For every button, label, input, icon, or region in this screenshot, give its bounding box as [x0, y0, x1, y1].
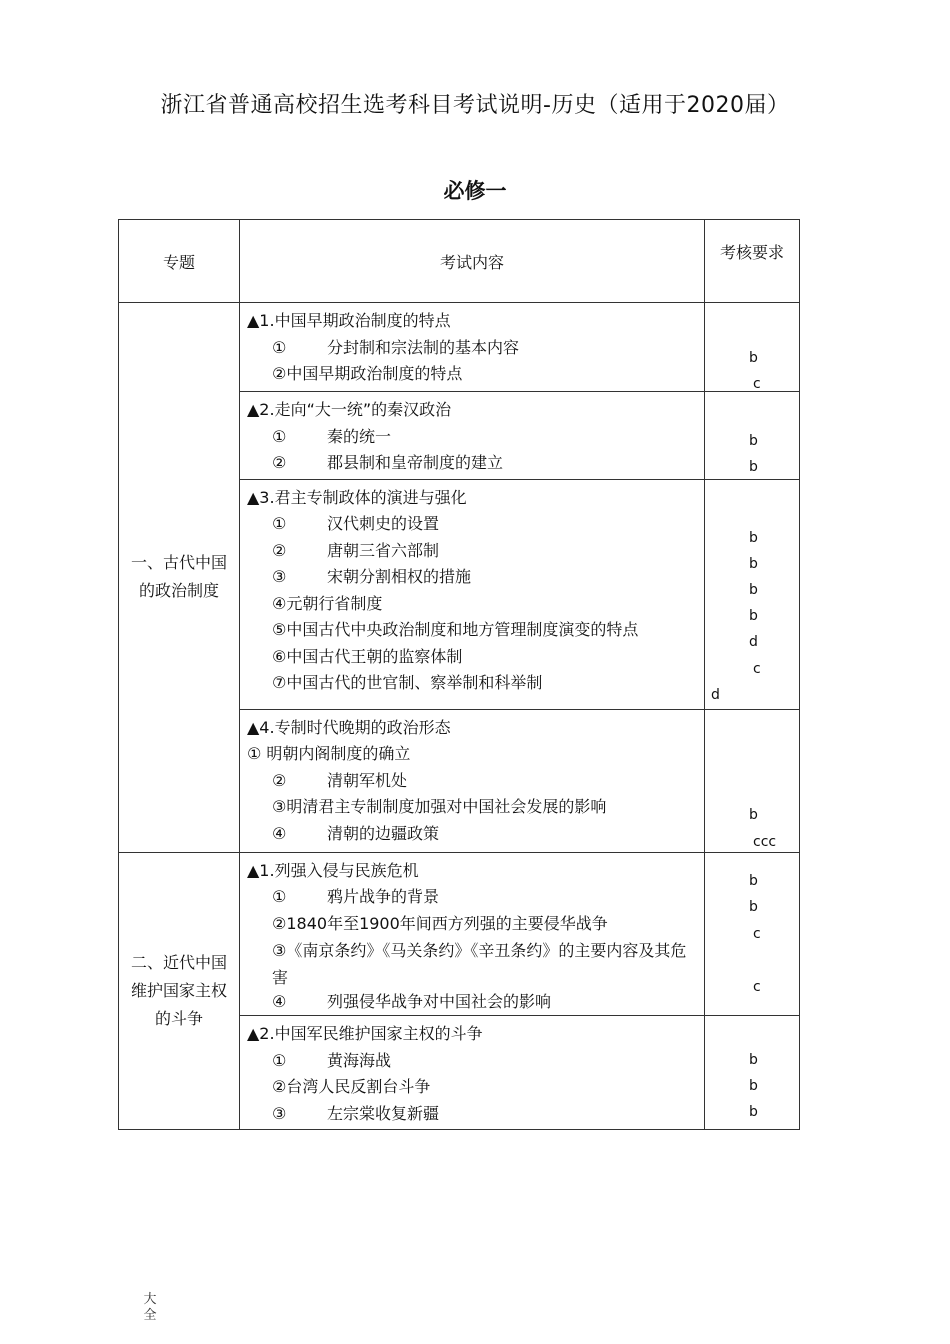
topic-title-line: 二、近代中国 [130, 952, 227, 972]
item-text: ③明清君主专制制度加强对中国社会发展的影响 [272, 797, 607, 816]
content-cell [240, 1016, 705, 1130]
section-title: 必修一 [443, 179, 507, 203]
list-item [247, 361, 698, 388]
list-item [247, 884, 698, 911]
list-item [247, 991, 698, 1013]
footer-char: 全 [143, 1308, 157, 1323]
requirement-value: b [749, 433, 758, 449]
item-number: ① [272, 1050, 287, 1070]
list-item [247, 1101, 698, 1128]
footer-watermark [142, 1292, 158, 1324]
requirement-value: c [753, 660, 761, 677]
item-number: ③ [272, 567, 287, 586]
requirement-value: b [749, 806, 758, 823]
item-text: 清朝的边疆政策 [327, 823, 440, 843]
unit-heading: ▲2.走向“大一统”的秦汉政治 [247, 400, 452, 419]
requirement-cell [705, 709, 800, 852]
header-content: 考试内容 [240, 220, 705, 303]
unit-heading: ▲2.中国军民维护国家主权的斗争 [247, 1024, 483, 1043]
requirement-value: b [749, 898, 758, 915]
unit-heading: ▲4.专制时代晚期的政治形态 [247, 717, 451, 737]
requirement-value: b [749, 555, 758, 572]
content-cell [240, 392, 705, 480]
item-text: ⑤中国古代中央政治制度和地方管理制度演变的特点 [272, 620, 639, 639]
requirement-value: d [749, 633, 758, 650]
document-title: 浙江省普通高校招生选考科目考试说明-历史（适用于2020届） [160, 93, 790, 118]
requirement-cell [705, 392, 800, 480]
item-number: ② [272, 540, 287, 560]
item-number: ④ [272, 823, 287, 843]
list-item [247, 911, 698, 938]
header-requirement: 考核要求 [705, 220, 800, 303]
topic-title-line: 的斗争 [154, 1008, 203, 1028]
list-item [247, 450, 698, 477]
item-number: ③ [272, 1103, 287, 1123]
topic-title-line: 维护国家主权 [130, 980, 227, 1000]
requirement-value: b [749, 607, 758, 624]
item-number: ① [272, 887, 287, 906]
requirement-value: b [749, 529, 758, 546]
topic-cell [119, 303, 240, 853]
requirement-value: c [753, 925, 761, 942]
list-item [247, 1074, 698, 1101]
requirement-value: b [749, 350, 758, 366]
unit-heading: ▲1.中国早期政治制度的特点 [247, 311, 451, 330]
item-number: ① [272, 426, 287, 446]
item-number: ② [272, 770, 287, 790]
topic-cell [119, 852, 240, 1130]
item-text: ②1840年至1900年间西方列强的主要侵华战争 [272, 913, 608, 933]
requirement-cell [705, 479, 800, 709]
requirement-cell [705, 1016, 800, 1130]
requirement-value: ccc [753, 833, 777, 850]
item-text: ③《南京条约》《马关条约》《辛丑条约》的主要内容及其危害 [272, 941, 687, 987]
item-text: 黄海海战 [327, 1050, 392, 1070]
table-row [119, 303, 800, 392]
list-item [247, 617, 698, 644]
item-text: 列强侵华战争对中国社会的影响 [327, 992, 552, 1011]
requirement-value: d [711, 686, 720, 703]
list-item [247, 644, 698, 671]
topic-title-line: 一、古代中国 [130, 553, 227, 573]
item-text: 左宗棠收复新疆 [327, 1103, 440, 1123]
item-text: ⑥中国古代王朝的监察体制 [272, 646, 463, 666]
item-text: ⑦中国古代的世官制、察举制和科举制 [272, 673, 543, 692]
requirement-value: b [749, 872, 758, 889]
item-text: 汉代刺史的设置 [327, 514, 440, 533]
list-item [247, 937, 698, 991]
list-item [247, 591, 698, 618]
syllabus-table [118, 219, 800, 1130]
item-text: ②中国早期政治制度的特点 [272, 364, 463, 383]
list-item [247, 335, 698, 362]
item-text: 宋朝分割相权的措施 [327, 567, 472, 586]
content-cell [240, 303, 705, 392]
list-item [247, 768, 698, 795]
unit-heading: ▲1.列强入侵与民族危机 [247, 860, 419, 880]
footer-char: 大 [143, 1292, 157, 1307]
list-item [247, 511, 698, 538]
list-item [247, 538, 698, 565]
item-text: 秦的统一 [327, 426, 392, 446]
list-item [247, 564, 698, 591]
requirement-value: b [749, 459, 758, 475]
item-number: ④ [272, 992, 287, 1011]
content-cell [240, 709, 705, 852]
table-header-row [119, 220, 800, 303]
item-number: ② [272, 453, 287, 472]
content-cell [240, 479, 705, 709]
content-cell [240, 852, 705, 1016]
item-text: 清朝军机处 [327, 770, 408, 790]
unit-heading: ▲3.君主专制政体的演进与强化 [247, 487, 467, 507]
item-text: 分封制和宗法制的基本内容 [327, 337, 520, 357]
list-item [247, 424, 698, 451]
item-text: 郡县制和皇帝制度的建立 [327, 453, 504, 472]
requirement-value: b [749, 1078, 758, 1094]
requirement-cell [705, 852, 800, 1016]
item-text: 鸦片战争的背景 [327, 887, 440, 906]
item-text: 唐朝三省六部制 [327, 540, 440, 560]
requirement-value: b [749, 1104, 758, 1120]
item-number: ① [272, 514, 287, 533]
requirement-value: c [753, 978, 761, 995]
list-item [247, 741, 698, 768]
requirement-cell [705, 303, 800, 392]
requirement-value: b [749, 1052, 758, 1068]
item-text: ②台湾人民反割台斗争 [272, 1077, 431, 1096]
list-item [247, 794, 698, 821]
item-text: ④元朝行省制度 [272, 593, 383, 613]
header-topic: 专题 [119, 220, 240, 303]
requirement-value: b [749, 581, 758, 598]
list-item [247, 1048, 698, 1075]
topic-title-line: 的政治制度 [138, 581, 219, 601]
table-row [119, 852, 800, 1016]
list-item [247, 821, 698, 848]
item-text: ① 明朝内阁制度的确立 [247, 744, 411, 763]
item-number: ① [272, 337, 287, 357]
requirement-value: c [753, 376, 761, 392]
list-item [247, 670, 698, 697]
